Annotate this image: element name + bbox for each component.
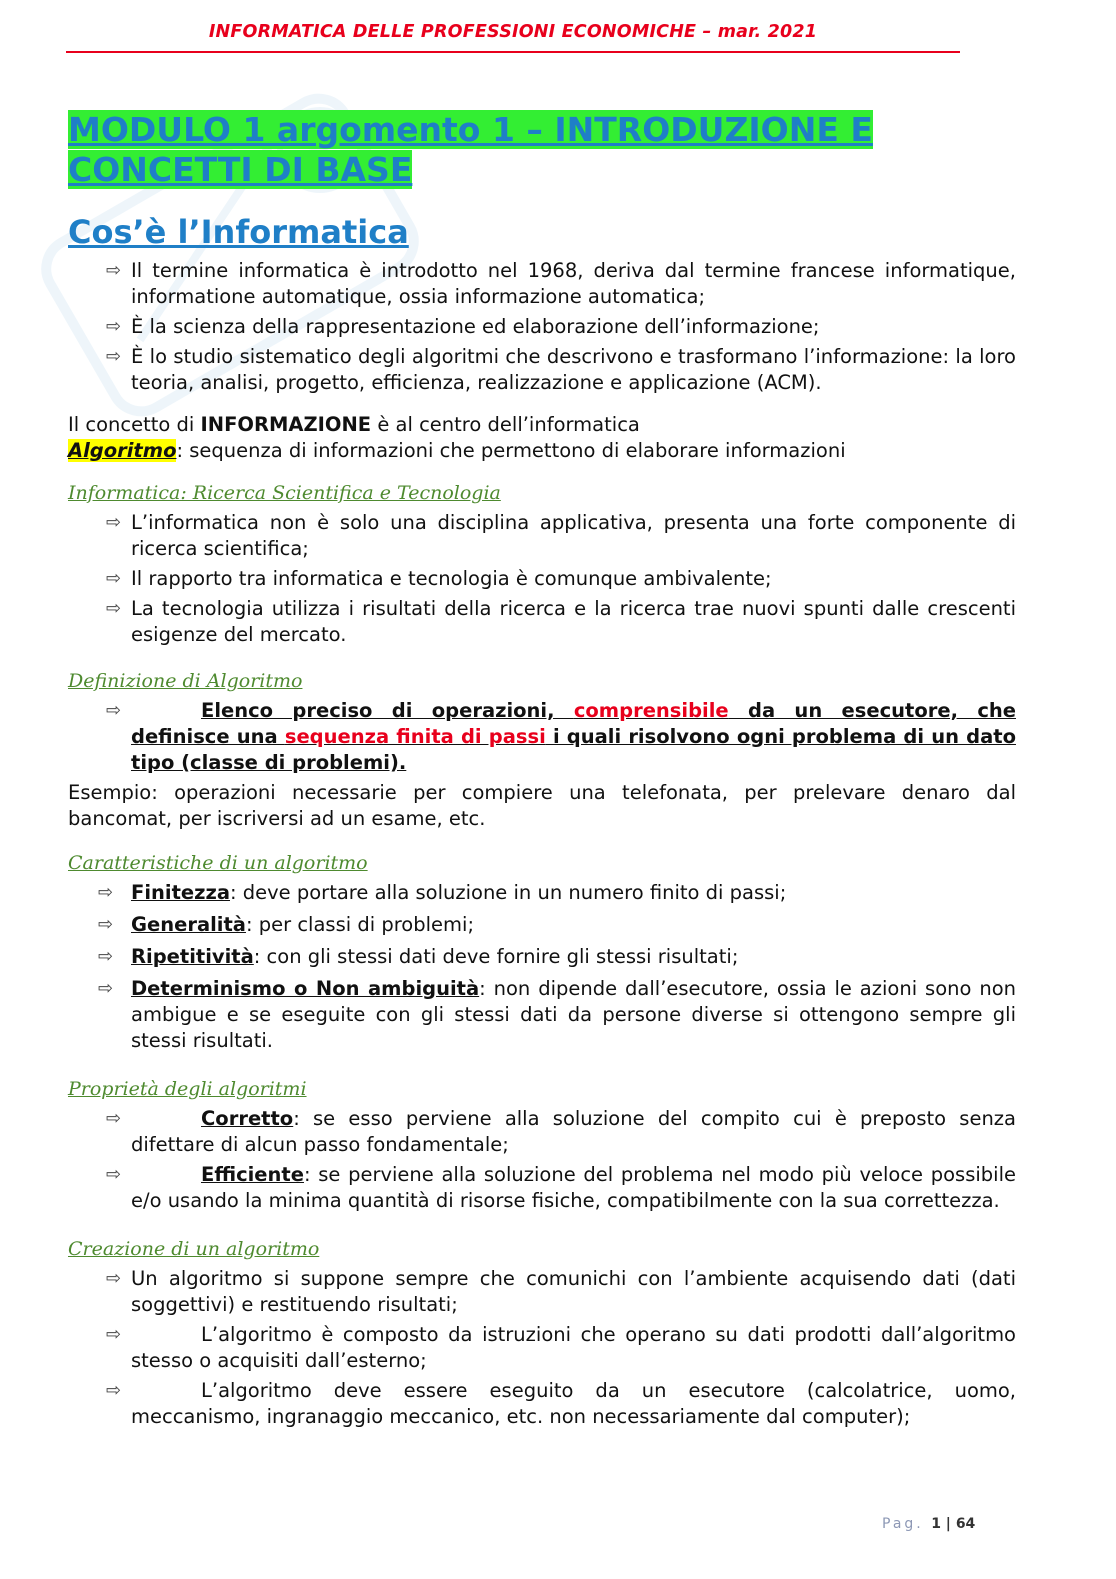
example-paragraph: Esempio: operazioni necessarie per compiere una telefonata, per prelevare denaro dal bancomat, per iscriversi ad un esame, etc. — [68, 781, 1016, 830]
header-divider — [66, 51, 960, 53]
arrow-right-icon: ⇨ — [98, 882, 114, 903]
arrow-right-icon: ⇨ — [98, 914, 114, 935]
page-content — [68, 110, 1016, 1434]
subheading-characteristics: Caratteristiche di un algoritmo — [68, 852, 368, 874]
list-item: ⇨ Un algoritmo si suppone sempre che comunichi con l’ambiente acquisendo dati (dati soggettivi) e restituendo risultati; — [106, 1267, 1016, 1316]
list-item: ⇨ L’informatica non è solo una disciplina applicativa, presenta una forte componente di ricerca scientifica; — [106, 511, 1016, 560]
intro-bullet-list — [68, 258, 1016, 396]
highlighted-term: Algoritmo — [68, 439, 177, 462]
properties-list — [68, 1106, 1016, 1214]
module-title-line2: CONCETTI DI BASE — [68, 150, 413, 189]
concept-paragraph: Il concetto di INFORMAZIONE è al centro dell’informatica — [68, 413, 640, 436]
arrow-right-icon: ⇨ — [106, 568, 122, 589]
arrow-right-icon: ⇨ — [106, 260, 122, 281]
list-item: ⇨ La tecnologia utilizza i risultati della ricerca e la ricerca trae nuovi spunti dalle crescenti esigenze del mercato. — [106, 597, 1016, 646]
arrow-right-icon: ⇨ — [98, 978, 114, 999]
arrow-right-icon: ⇨ — [106, 1380, 122, 1401]
arrow-right-icon: ⇨ — [106, 512, 122, 533]
list-item: ⇨ L’algoritmo è composto da istruzioni che operano su dati prodotti dall’algoritmo stesso o acquisiti dall’esterno; — [106, 1323, 1016, 1372]
list-item: ⇨ Corretto: se esso perviene alla soluzione del compito cui è preposto senza difettare di alcun passo fondamentale; — [106, 1107, 1016, 1156]
list-item: ⇨ Finitezza: deve portare alla soluzione in un numero finito di passi; — [98, 881, 787, 904]
arrow-right-icon: ⇨ — [106, 316, 122, 337]
page-number-footer: Pag. 1 | 64 — [882, 1516, 976, 1532]
arrow-right-icon: ⇨ — [106, 1268, 122, 1289]
arrow-right-icon: ⇨ — [106, 598, 122, 619]
definition-list — [68, 698, 1016, 776]
list-item: ⇨ Generalità: per classi di problemi; — [98, 913, 475, 936]
section-heading-informatica: Cos’è l’Informatica — [68, 213, 409, 251]
algorithm-definition-line: Algoritmo: sequenza di informazioni che permettono di elaborare informazioni — [68, 439, 846, 462]
list-item: ⇨ È la scienza della rappresentazione ed elaborazione dell’informazione; — [106, 315, 820, 338]
arrow-right-icon: ⇨ — [98, 946, 114, 967]
list-item: ⇨ L’algoritmo deve essere eseguito da un esecutore (calcolatrice, uomo, meccanismo, ingranaggio meccanico, etc. non necessariamente dal computer); — [106, 1379, 1016, 1428]
subheading-properties: Proprietà degli algoritmi — [68, 1078, 307, 1100]
subheading-research: Informatica: Ricerca Scientifica e Tecnologia — [68, 482, 501, 504]
list-item: ⇨ Il rapporto tra informatica e tecnologia è comunque ambivalente; — [106, 567, 772, 590]
creation-list — [68, 1266, 1016, 1430]
page-header-title: INFORMATICA DELLE PROFESSIONI ECONOMICHE – mar. 2021 — [208, 22, 818, 42]
list-item: ⇨ Il termine informatica è introdotto nel 1968, deriva dal termine francese informatique, informatione automatique, ossia informazione automatica; — [106, 259, 1016, 308]
research-bullet-list — [68, 510, 1016, 648]
list-item: ⇨ Determinismo o Non ambiguità: non dipende dall’esecutore, ossia le azioni sono non ambigue e se eseguite con gli stessi dati da persone diverse si ottengono sempre gli stessi risultati. — [98, 977, 1016, 1052]
arrow-right-icon: ⇨ — [106, 1164, 122, 1185]
arrow-right-icon: ⇨ — [106, 1108, 122, 1129]
list-item: ⇨ Efficiente: se perviene alla soluzione del problema nel modo più veloce possibile e/o usando la minima quantità di risorse fisiche, compatibilmente con la sua correttezza. — [106, 1163, 1016, 1212]
subheading-creation: Creazione di un algoritmo — [68, 1238, 320, 1260]
list-item: ⇨ Ripetitività: con gli stessi dati deve fornire gli stessi risultati; — [98, 945, 739, 968]
arrow-right-icon: ⇨ — [106, 346, 122, 367]
arrow-right-icon: ⇨ — [106, 1324, 122, 1345]
subheading-definition: Definizione di Algoritmo — [68, 670, 303, 692]
module-title — [68, 110, 1016, 190]
module-title-line1: MODULO 1 argomento 1 – INTRODUZIONE E — [68, 110, 873, 149]
arrow-right-icon: ⇨ — [106, 700, 122, 721]
list-item: ⇨ È lo studio sistematico degli algoritmi che descrivono e trasformano l’informazione: la loro teoria, analisi, progetto, efficienza, realizzazione e applicazione (ACM). — [106, 345, 1016, 394]
list-item: ⇨ Elenco preciso di operazioni, comprensibile da un esecutore, che definisce una sequenza finita di passi i quali risolvono ogni problema di un dato tipo (classe di problemi). — [106, 699, 1016, 774]
characteristics-list — [68, 880, 1016, 1054]
